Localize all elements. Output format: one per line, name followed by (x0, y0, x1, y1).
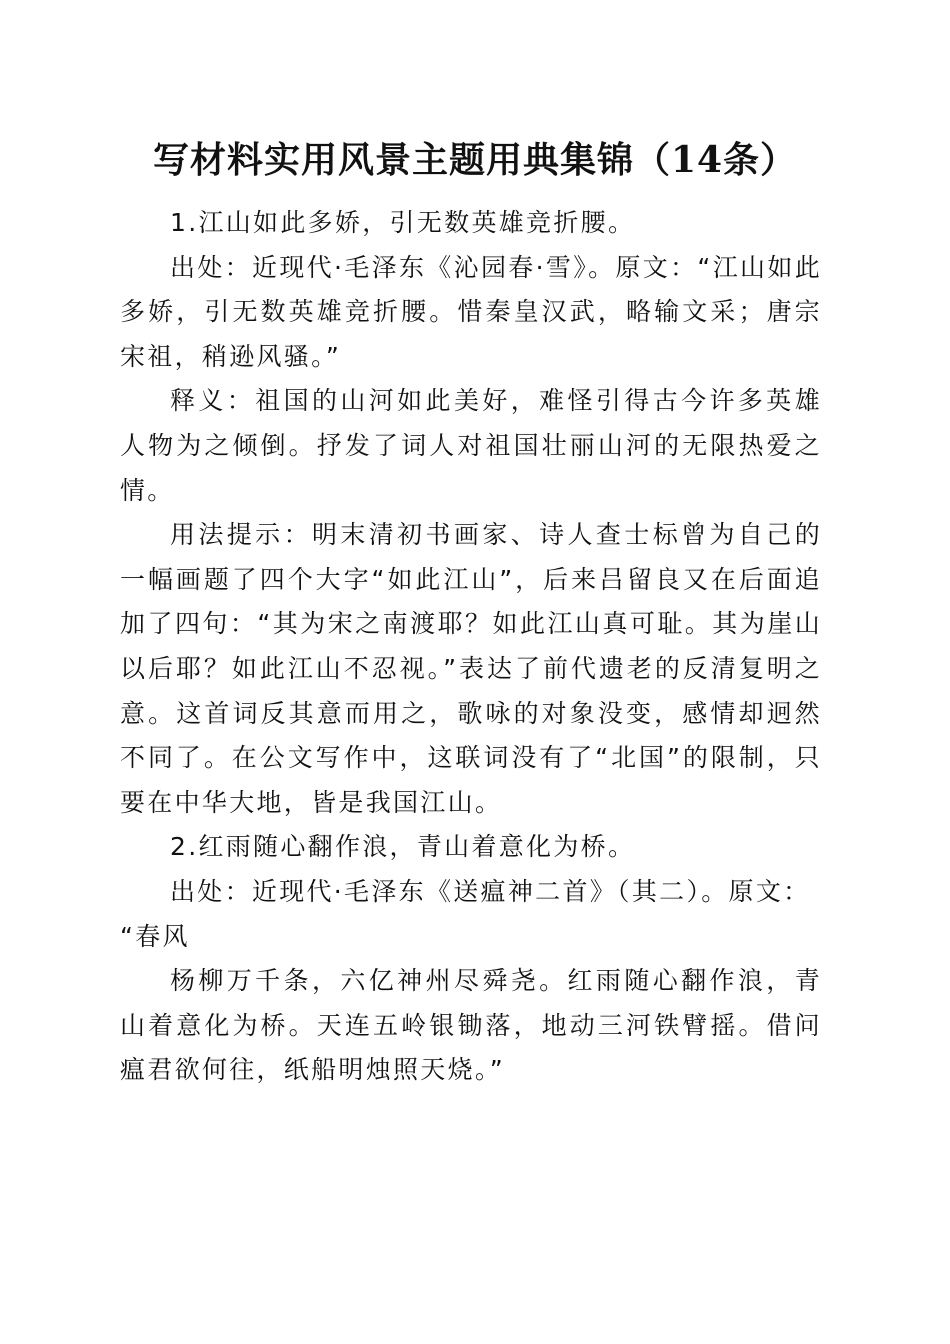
document-title: 写材料实用风景主题用典集锦（14条） (152, 139, 798, 181)
entry-1-source: 出处：近现代·毛泽东《沁园春·雪》。原文：“江山如此多娇，引无数英雄竞折腰。惜秦皇汉武，略输文采；唐宗宋祖，稍逊风骚。” (120, 252, 822, 371)
entry-2-source-continued: “春风 (120, 921, 190, 951)
document-body (120, 201, 822, 1093)
entry-2-heading: 2.红雨随心翻作浪，青山着意化为桥。 (170, 832, 636, 862)
entry-1-meaning: 释义：祖国的山河如此美好，难怪引得古今许多英雄人物为之倾倒。抒发了词人对祖国壮丽山河的无限热爱之情。 (120, 386, 822, 505)
entry-1-usage: 用法提示：明末清初书画家、诗人查士标曾为自己的一幅画题了四个大字“如此江山”，后来吕留良又在后面追加了四句：“其为宋之南渡耶？如此江山真可耻。其为崖山以后耶？如此江山不忍视。”表达了前代遗老的反清复明之意。这首词反其意而用之，歌咏的对象没变，感情却迥然不同了。在公文写作中，这联词没有了“北国”的限制，只要在中华大地，皆是我国江山。 (120, 520, 822, 817)
entry-1-heading: 1.江山如此多娇，引无数英雄竞折腰。 (170, 208, 636, 237)
entry-2-original-text: 杨柳万千条，六亿神州尽舜尧。红雨随心翻作浪，青山着意化为桥。天连五岭银锄落，地动三河铁臂摇。借问瘟君欲何往，纸船明烛照天烧。” (120, 966, 822, 1085)
entry-2-source: 出处：近现代·毛泽东《送瘟神二首》（其二）。原文： (170, 876, 811, 906)
